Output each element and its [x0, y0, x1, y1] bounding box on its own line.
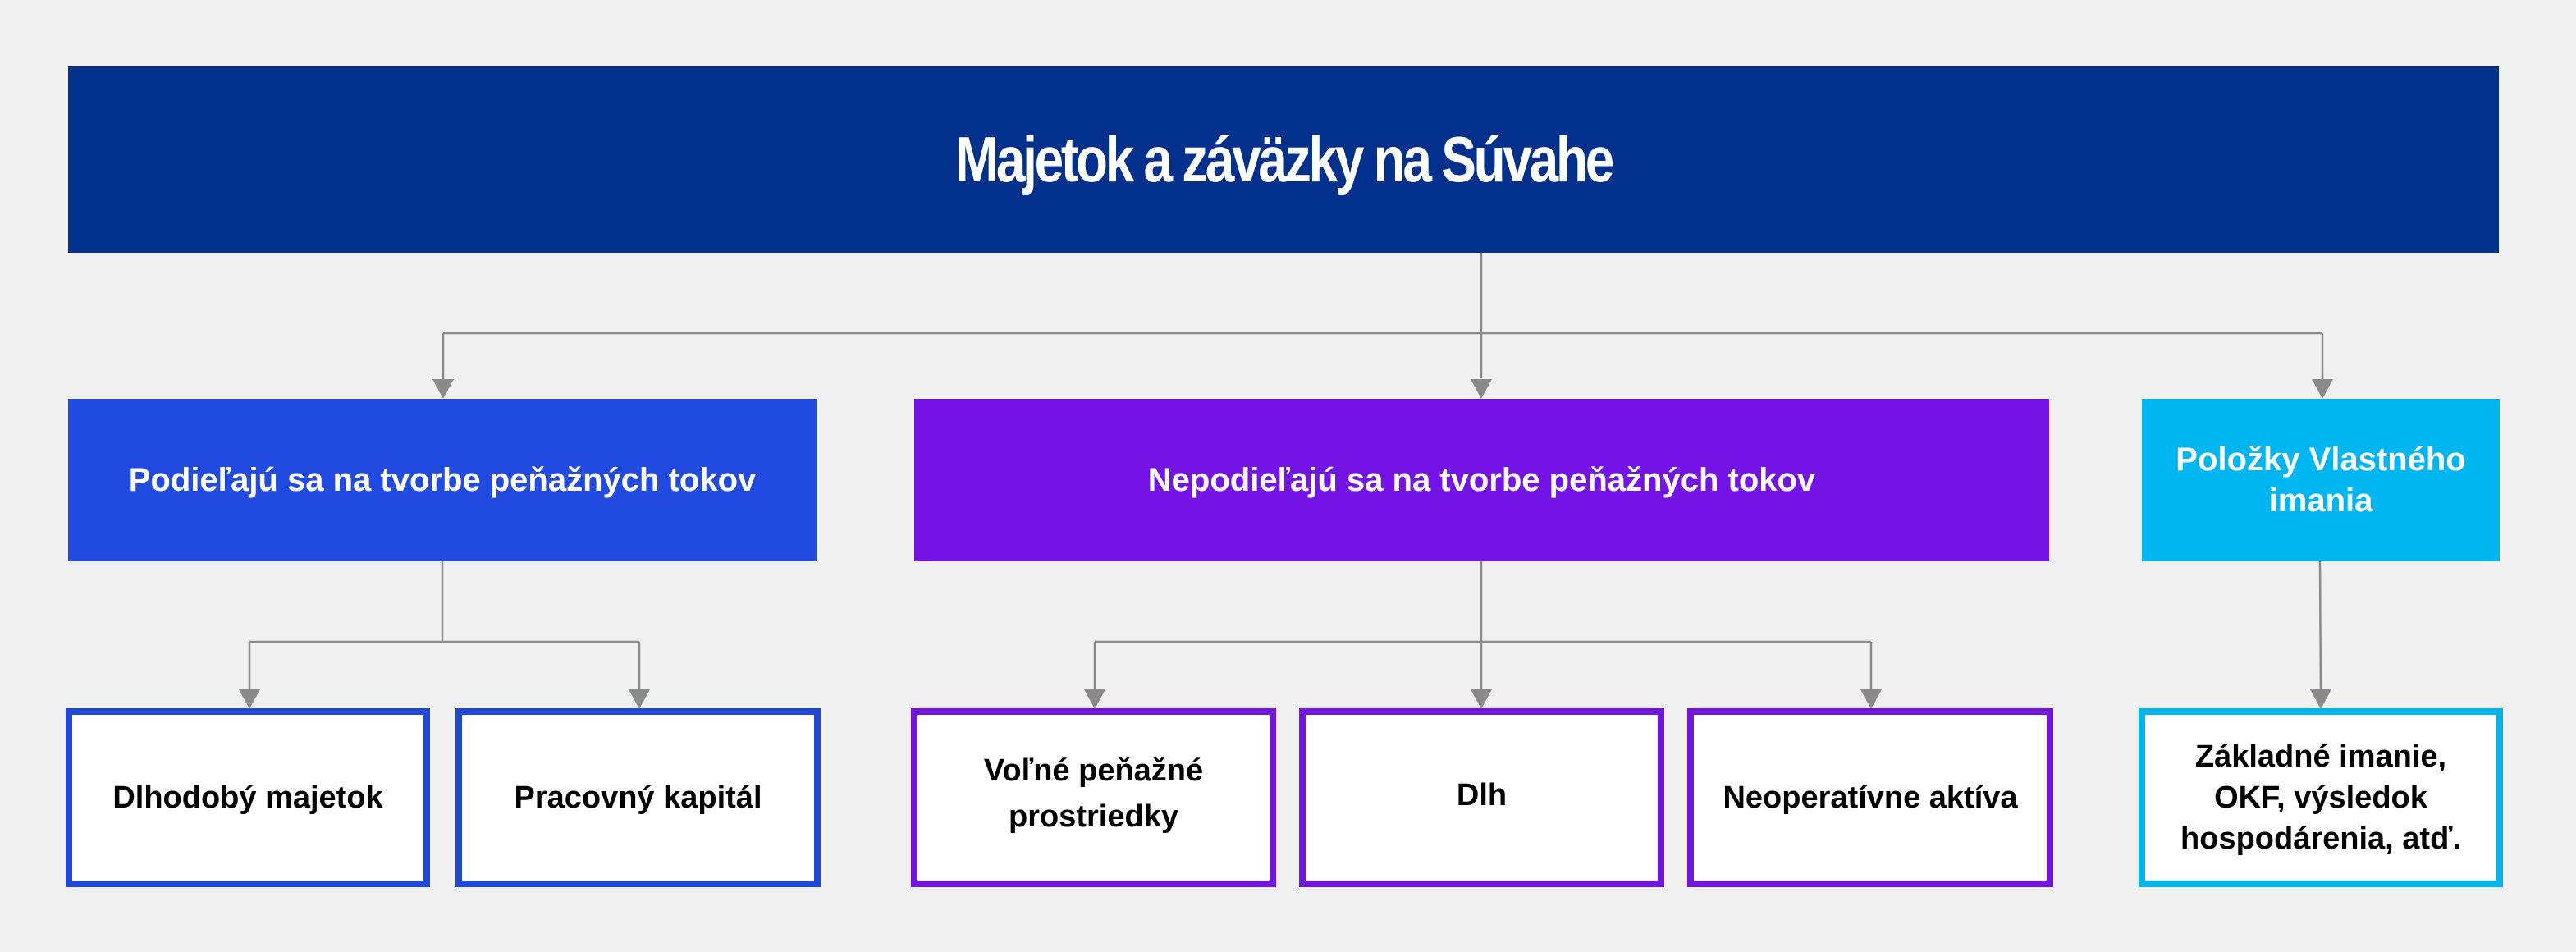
item-label: Voľné peňažné prostriedky	[983, 753, 1204, 834]
arrowhead-cash-flow	[432, 379, 454, 399]
item-pracovny-kapital	[455, 708, 821, 887]
arrowhead-dlh	[1471, 689, 1492, 709]
item-neoperativne-aktiva	[1687, 708, 2053, 887]
arrowhead-volne	[1084, 689, 1105, 709]
item-label: Neoperatívne aktíva	[1723, 780, 2018, 815]
arrowhead-non-cash-flow	[1471, 379, 1492, 399]
arrowhead-pracovny	[629, 689, 650, 709]
item-label: Dlhodobý majetok	[112, 780, 383, 815]
arrowhead-equity	[2312, 379, 2333, 399]
category-cash-flow	[68, 399, 817, 561]
item-label: Dlh	[1456, 778, 1508, 812]
arrowhead-zakladne	[2310, 689, 2331, 709]
diagram-title: Majetok a záväzky na Súvahe	[954, 123, 1613, 195]
diagram-title-box	[68, 66, 2499, 253]
item-label: Základné imanie, OKF, výsledok hospodárenia, atď.	[2180, 739, 2461, 856]
category-cash-flow-label: Podieľajú sa na tvorbe peňažných tokov	[128, 462, 757, 498]
item-zakladne-imanie	[2139, 708, 2503, 887]
item-volne-penazne-prostriedky	[911, 708, 1276, 887]
category-equity	[2142, 399, 2500, 561]
item-dlh	[1299, 708, 1664, 887]
arrowhead-dlhodoby	[239, 689, 260, 709]
category-equity-label: Položky Vlastného imania	[2176, 442, 2466, 519]
category-non-cash-flow	[914, 399, 2049, 561]
item-dlhodoby-majetok	[66, 708, 430, 887]
arrowhead-neoperativne	[1860, 689, 1882, 709]
item-label: Pracovný kapitál	[514, 780, 762, 815]
category-non-cash-flow-label: Nepodieľajú sa na tvorbe peňažných tokov	[1147, 462, 1816, 498]
connector-cyan-trunk	[2320, 561, 2321, 696]
